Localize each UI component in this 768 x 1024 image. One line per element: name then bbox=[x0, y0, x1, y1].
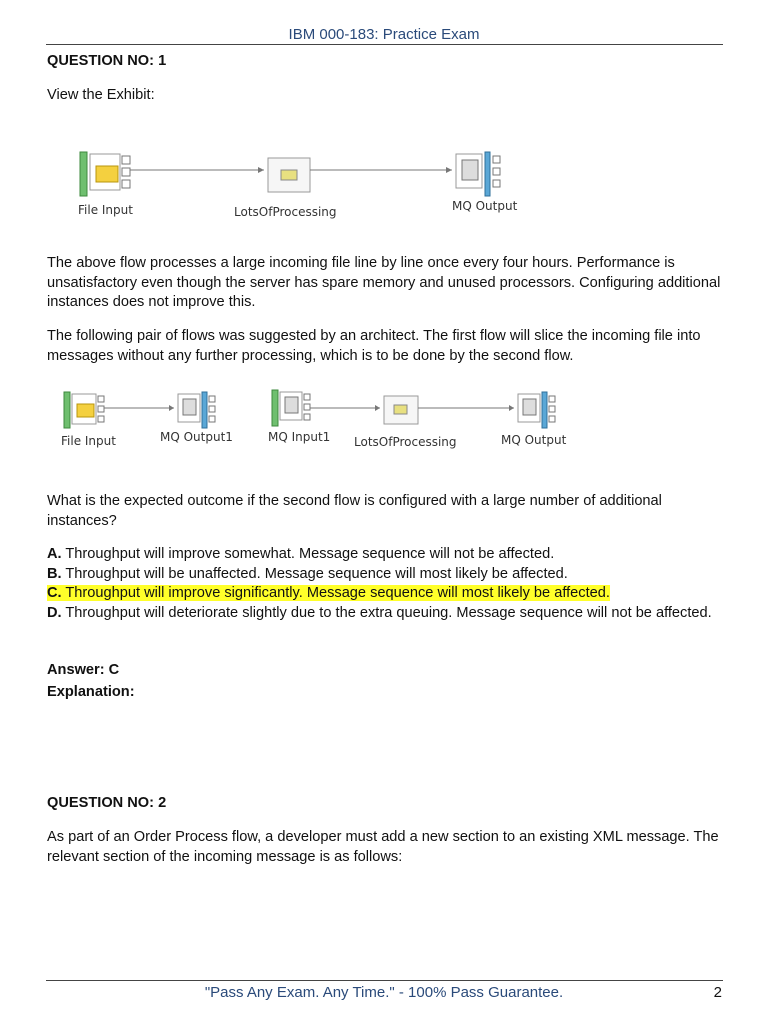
node-label: File Input bbox=[78, 203, 133, 217]
option-text: Throughput will improve somewhat. Message sequence will not be affected. bbox=[61, 546, 555, 562]
question-2-heading: QUESTION NO: 2 bbox=[47, 795, 167, 811]
answer-option-a bbox=[47, 545, 727, 565]
q1-paragraph-1: The above flow processes a large incoming file line by line once every four hours. Performance is unsatisfactory even though the server has spare memory and unused processors. Configuring additional instances does not improve this. bbox=[47, 255, 721, 310]
explanation-label: Explanation: bbox=[47, 684, 135, 700]
option-letter: D. bbox=[47, 605, 62, 621]
option-text: Throughput will improve significantly. Message sequence will most likely be affected. bbox=[61, 585, 610, 601]
option-letter: A. bbox=[47, 546, 62, 562]
answer-option-c bbox=[47, 584, 727, 604]
option-letter: C. bbox=[47, 585, 62, 601]
q1-paragraph-2: The following pair of flows was suggested by an architect. The first flow will slice the incoming file into messages without any further processing, which is to be done by the second flow. bbox=[47, 328, 701, 364]
file-input-node-icon bbox=[64, 392, 104, 428]
footer-rule bbox=[46, 980, 723, 981]
file-input-node-icon bbox=[80, 152, 130, 196]
node-label: MQ Output1 bbox=[160, 430, 233, 444]
option-letter: B. bbox=[47, 566, 62, 582]
node-label: LotsOfProcessing bbox=[234, 205, 337, 219]
node-label: LotsOfProcessing bbox=[354, 435, 457, 449]
q1-question-text: What is the expected outcome if the second flow is configured with a large number of additional instances? bbox=[47, 493, 662, 529]
q2-paragraph-1: As part of an Order Process flow, a developer must add a new section to an existing XML message. The relevant section of the incoming message is as follows: bbox=[47, 829, 719, 865]
compute-node-icon bbox=[268, 158, 310, 192]
header-rule bbox=[46, 44, 723, 45]
option-text: Throughput will deteriorate slightly due to the extra queuing. Message sequence will not be affected. bbox=[61, 605, 712, 621]
mq-input-node-icon bbox=[272, 390, 310, 426]
mq-output-node-icon bbox=[178, 392, 215, 428]
answer-option-d bbox=[47, 604, 727, 624]
page-header-title: IBM 000-183: Practice Exam bbox=[288, 26, 480, 43]
question-1-heading: QUESTION NO: 1 bbox=[47, 53, 167, 69]
node-label: MQ Input1 bbox=[268, 430, 331, 444]
compute-node-icon bbox=[384, 396, 418, 424]
exhibit-1-flow-diagram bbox=[72, 140, 542, 225]
mq-output-node-icon bbox=[456, 152, 500, 196]
page-number: 2 bbox=[713, 984, 722, 1001]
option-text: Throughput will be unaffected. Message sequence will most likely be affected. bbox=[61, 566, 568, 582]
exhibit-intro: View the Exhibit: bbox=[47, 87, 155, 103]
answer-label: Answer: C bbox=[47, 662, 120, 678]
exhibit-2-flow-diagram bbox=[58, 384, 578, 454]
node-label: MQ Output bbox=[501, 433, 567, 447]
node-label: MQ Output bbox=[452, 199, 518, 213]
node-label: File Input bbox=[61, 434, 116, 448]
mq-output-node-icon bbox=[518, 392, 555, 428]
answer-option-b bbox=[47, 565, 727, 585]
footer-slogan: "Pass Any Exam. Any Time." - 100% Pass Guarantee. bbox=[204, 984, 564, 1001]
